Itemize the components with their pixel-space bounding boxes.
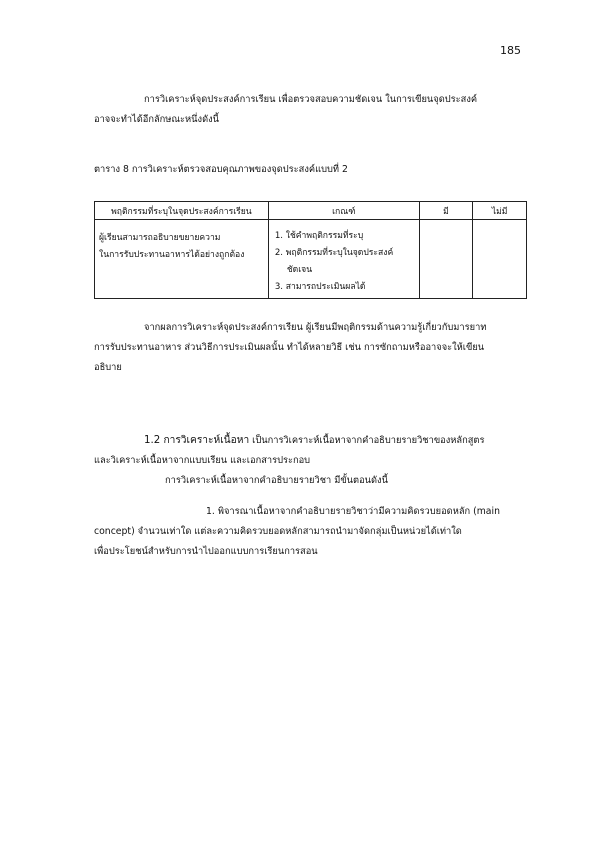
criteria-item-1: 1. ใช้คำพฤติกรรมที่ระบุ: [274, 231, 364, 241]
header-behavior: พฤติกรรมที่ระบุในจุดประสงค์การเรียน: [95, 202, 269, 220]
section-heading: 1.2 การวิเคราะห์เนื้อหา: [144, 435, 250, 446]
intro-line-2: อาจจะทำได้อีกลักษณะหนึ่งดังนี้: [94, 114, 219, 125]
analysis-line-2: การรับประทานอาหาร ส่วนวิธีการประเมินผลนั้น ทำได้หลายวิธี เช่น การซักถามหรืออาจจะให้เขียน: [94, 342, 485, 353]
criteria-cell: [268, 220, 419, 299]
intro-line-1: การวิเคราะห์จุดประสงค์การเรียน เพื่อตรวจสอบความชัดเจน ในการเขียนจุดประสงค์: [144, 94, 478, 105]
analysis-line-1: จากผลการวิเคราะห์จุดประสงค์การเรียน ผู้เรียนมีพฤติกรรมด้านความรู้เกี่ยวกับมารยาท: [144, 322, 487, 333]
step1-line-2: concept) จำนวนเท่าใด แต่ละความคิดรวบยอดหลักสามารถนำมาจัดกลุ่มเป็นหน่วยได้เท่าใด: [94, 526, 462, 537]
has-cell: [419, 220, 473, 299]
header-has: มี: [419, 202, 473, 220]
criteria-item-2-continued: ชัดเจน: [286, 265, 313, 275]
table-caption: ตาราง 8 การวิเคราะห์ตรวจสอบคุณภาพของจุดประสงค์แบบที่ 2: [94, 164, 348, 175]
behavior-line-1: ผู้เรียนสามารถอธิบายขยายความ: [99, 233, 221, 243]
step1-line-1: 1. พิจารณาเนื้อหาจากคำอธิบายรายวิชาว่ามีความคิดรวบยอดหลัก (main: [206, 506, 500, 517]
criteria-item-3: 3. สามารถประเมินผลได้: [274, 282, 366, 292]
header-criteria: เกณฑ์: [268, 202, 419, 220]
step1-paragraph: [94, 502, 500, 562]
criteria-item-2: 2. พฤติกรรมที่ระบุในจุดประสงค์: [274, 248, 394, 258]
intro-paragraph: [94, 90, 477, 130]
table-header-row: [95, 202, 527, 220]
table-row: [95, 220, 527, 299]
has-not-cell: [473, 220, 527, 299]
criteria-list: [269, 220, 419, 296]
behavior-line-2: ในการรับประทานอาหารได้อย่างถูกต้อง: [99, 250, 245, 260]
behavior-cell: [95, 220, 269, 299]
analysis-paragraph: [94, 318, 486, 378]
section-paragraph: [94, 431, 484, 491]
step1-line-3: เพื่อประโยชน์สำหรับการนำไปออกแบบการเรียนการสอน: [94, 546, 318, 557]
section-line-3: การวิเคราะห์เนื้อหาจากคำอธิบายรายวิชา มีขั้นตอนดังนี้: [165, 475, 388, 486]
header-has-not: ไม่มี: [473, 202, 527, 220]
objective-analysis-table: [94, 201, 527, 299]
section-line-2: และวิเคราะห์เนื้อหาจากแบบเรียน และเอกสารประกอบ: [94, 455, 311, 466]
section-line-1: เป็นการวิเคราะห์เนื้อหาจากคำอธิบายรายวิชาของหลักสูตร: [249, 435, 485, 446]
analysis-line-3: อธิบาย: [94, 362, 122, 373]
page-number: 185: [500, 44, 521, 57]
